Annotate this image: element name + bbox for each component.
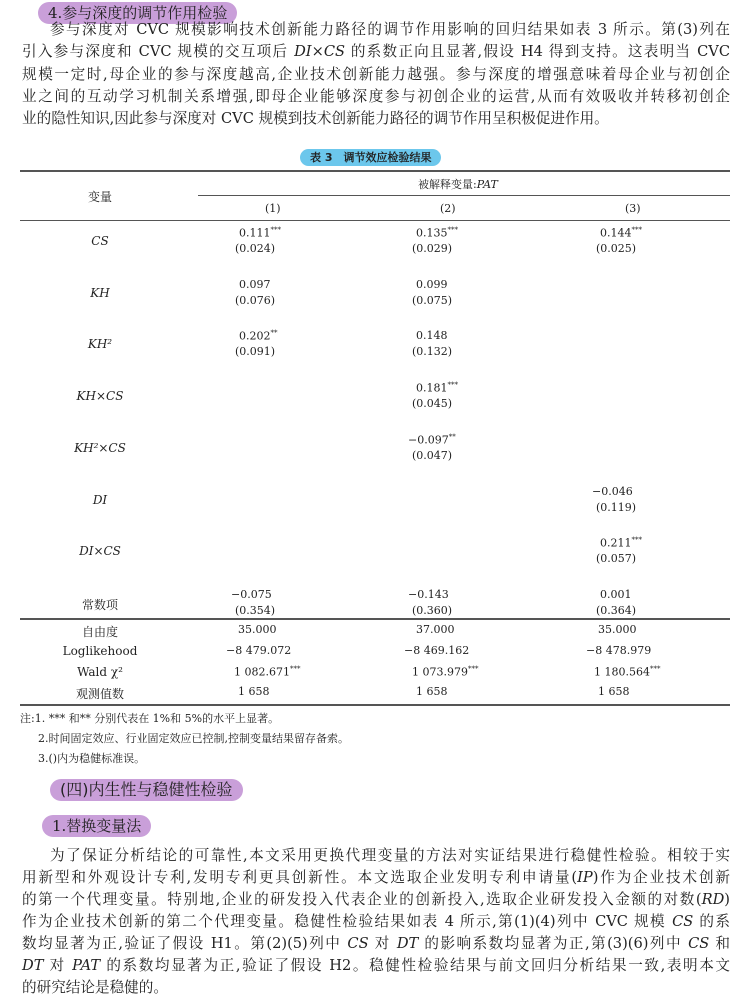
text-segment: 的系数正向且显著,假设 H4 得到支持。这表明当 CVC [344,43,730,60]
coef-value: 1 658 [598,685,630,699]
coef-value: 0.111 [239,226,271,240]
text-segment: DT [396,935,419,952]
paragraph-line [22,911,730,933]
variable-label: KH [90,285,110,300]
coefficient [594,665,660,679]
coefficient [408,588,449,601]
significance-stars: *** [447,381,458,390]
variable-label: KH²×CS [74,440,126,455]
variable-label: KH² [87,337,113,352]
text-segment: 对 [368,935,397,952]
text-segment: 和 [709,935,731,952]
table-rule [20,220,730,221]
coefficient [416,329,448,342]
std-error: (0.029) [412,242,453,255]
paragraph-line [22,889,730,911]
table-rule [198,195,730,196]
table-note: 2.时间固定效应、行业固定效应已控制,控制变量结果留存备索。 [38,732,349,745]
coef-value: −8 479.072 [226,643,292,657]
paragraph-line [22,867,730,889]
variable-label: DI×CS [79,544,121,559]
std-error: (0.076) [235,293,276,307]
text-segment: DI [294,43,312,60]
coef-value: 1 658 [238,685,270,699]
dep-label: 被解释变量: [418,178,477,191]
paragraph-line [22,86,730,108]
coefficient [234,665,300,679]
table-rule [20,170,730,172]
coef-value: 1 180.564 [594,665,650,679]
coefficient [231,588,272,601]
text-segment: CS [688,935,710,952]
coefficient [586,644,651,657]
paragraph-line [22,64,730,86]
text-segment: 数均显著为正,验证了假设 H1。第(2)(5)列中 [22,935,348,952]
text-segment: × [311,43,324,60]
variable-label: DI [92,492,108,507]
paragraph-line [50,19,730,41]
table-rule [20,618,730,620]
coefficient [600,536,642,550]
std-error: (0.360) [412,603,453,617]
column-header: (2) [440,202,456,215]
coef-value: 0.148 [416,329,448,343]
text-segment: 为了保证分析结论的可靠性,本文采用更换代理变量的方法对实证结果进行稳健性检验。相较于实 [50,847,730,864]
coef-value: 0.181 [416,381,448,395]
text-segment: 参与深度对 CVC 规模影响技术创新能力路径的调节作用影响的回归结果如表 3 所示。第(3)列在 [50,21,730,38]
coef-value: −0.097 [408,433,449,447]
text-segment: IP [577,869,593,886]
std-error: (0.047) [412,448,453,462]
coefficient [598,623,637,636]
text-segment: 的系数均显著为正,验证了假设 H2。稳健性检验结果与前文回归分析结果一致,表明本文 [100,957,730,974]
coefficient [238,623,277,636]
text-segment: ) [724,891,730,908]
paragraph-line [22,933,730,955]
std-error: (0.025) [596,242,637,255]
coef-value: 0.099 [416,277,448,291]
coef-value: −8 469.162 [404,643,470,657]
coefficient [239,329,278,343]
significance-stars: *** [447,226,458,234]
paragraph-line [22,41,730,63]
std-error: (0.354) [235,603,276,617]
coefficient [404,644,469,657]
coef-value: 35.000 [238,623,277,636]
paragraph-line [22,108,730,130]
text-segment: 业之间的互动学习机制关系增强,即母企业能够深度参与初创企业的运营,从而有效吸收并转移初创企 [22,88,730,105]
coefficient [239,226,281,240]
coef-value: 35.000 [598,623,637,636]
coef-value: 37.000 [416,623,455,636]
significance-stars: ** [270,329,278,338]
section-heading: (四)内生性与稳健性检验 [50,779,243,801]
text-segment: 的影响系数均显著为正,第(3)(6)列中 [418,935,689,952]
std-error: (0.045) [412,397,453,411]
subsection-heading: 1.替换变量法 [42,815,151,837]
significance-stars: *** [631,226,642,234]
table-rule [20,704,730,706]
coefficient [408,433,456,447]
dep-var: PAT [476,178,498,191]
significance-stars: *** [467,664,479,673]
text-segment: 对 [43,957,73,974]
coef-value: −0.046 [592,484,633,498]
text-segment: 的第一个代理变量。特别地,企业的研发投入代表企业的创新投入,选取企业研发投入金额的对数( [22,891,702,908]
coefficient [416,685,448,698]
variable-label: CS [91,234,109,248]
text-segment: 规模一定时,母企业的参与深度越高,企业技术创新能力越强。参与深度的增强意味着母企业与初创企 [22,66,730,83]
text-segment: 引入参与深度和 CVC 规模的交互项后 [22,43,295,60]
text-segment: CS [672,913,694,930]
coef-value: 0.135 [416,226,448,240]
coefficient [600,588,632,601]
coef-value: 0.097 [239,277,271,291]
variable-label: KH×CS [76,389,124,404]
coef-value: 0.001 [600,587,632,601]
coef-value: 0.202 [239,330,271,344]
coef-value: 0.211 [600,536,632,550]
coef-value: 0.144 [600,226,632,240]
coefficient [598,685,630,698]
stat-label: Wald χ² [77,664,123,679]
coefficient [416,381,458,395]
std-error: (0.364) [596,603,637,617]
std-error: (0.057) [596,552,637,566]
text-segment: 作为企业技术创新的第二个代理变量。稳健性检验结果如表 4 所示,第(1)(4)列中 CVC 规模 [22,913,673,930]
significance-stars: ** [448,432,456,441]
column-header: (3) [625,202,641,215]
text-segment: CS [347,935,369,952]
coef-value: −0.075 [231,587,272,601]
coefficient [416,623,455,636]
var-header: 变量 [87,190,112,204]
section-heading: 4.参与深度的调节作用检验 [38,2,237,24]
text-segment: )作为企业技术创新 [592,869,730,886]
text-segment: PAT [72,957,101,974]
coefficient [412,665,478,679]
stat-label: 自由度 [81,625,118,639]
coef-value: 1 082.671 [234,665,290,679]
dep-var-header [418,176,498,192]
text-segment: RD [701,891,725,908]
text-segment: CS [323,43,345,60]
significance-stars: *** [270,226,281,234]
variable-label: 常数项 [81,597,118,612]
std-error: (0.075) [412,293,453,307]
text-segment: 用新型和外观设计专利,发明专利更具创新性。本文选取企业发明专利申请量( [22,869,578,886]
significance-stars: *** [649,664,661,673]
std-error: (0.091) [235,345,276,359]
coef-value: −0.143 [408,587,449,601]
coefficient [239,278,271,291]
std-error: (0.024) [235,242,276,255]
coefficient [416,278,448,291]
text-segment: DT [22,957,44,974]
coef-value: 1 073.979 [412,665,468,679]
significance-stars: *** [289,664,301,673]
text-segment: 业的隐性知识,因此参与深度对 CVC 规模到技术创新能力路径的调节作用呈积极促进作用。 [22,110,609,127]
coef-value: −8 478.979 [586,643,652,657]
stat-label: Loglikehood [62,643,138,658]
std-error: (0.119) [596,500,637,514]
paragraph-line [22,977,730,999]
stat-label: 观测值数 [75,687,124,702]
column-header: (1) [265,202,281,215]
significance-stars: *** [631,536,642,545]
text-segment: 的系 [693,913,730,930]
table-note: 注:1. *** 和** 分别代表在 1%和 5%的水平上显著。 [20,712,280,725]
text-segment: 的研究结论是稳健的。 [22,979,168,996]
coefficient [416,226,458,240]
coefficient [600,226,642,240]
std-error: (0.132) [412,345,453,359]
coefficient [226,644,291,657]
coefficient [592,485,633,498]
paragraph-line [22,955,730,977]
coefficient [238,685,270,698]
table-note: 3.()内为稳健标准误。 [38,752,146,765]
coef-value: 1 658 [416,685,448,699]
table-title: 表 3 调节效应检验结果 [300,149,441,166]
paragraph-line [50,845,730,867]
